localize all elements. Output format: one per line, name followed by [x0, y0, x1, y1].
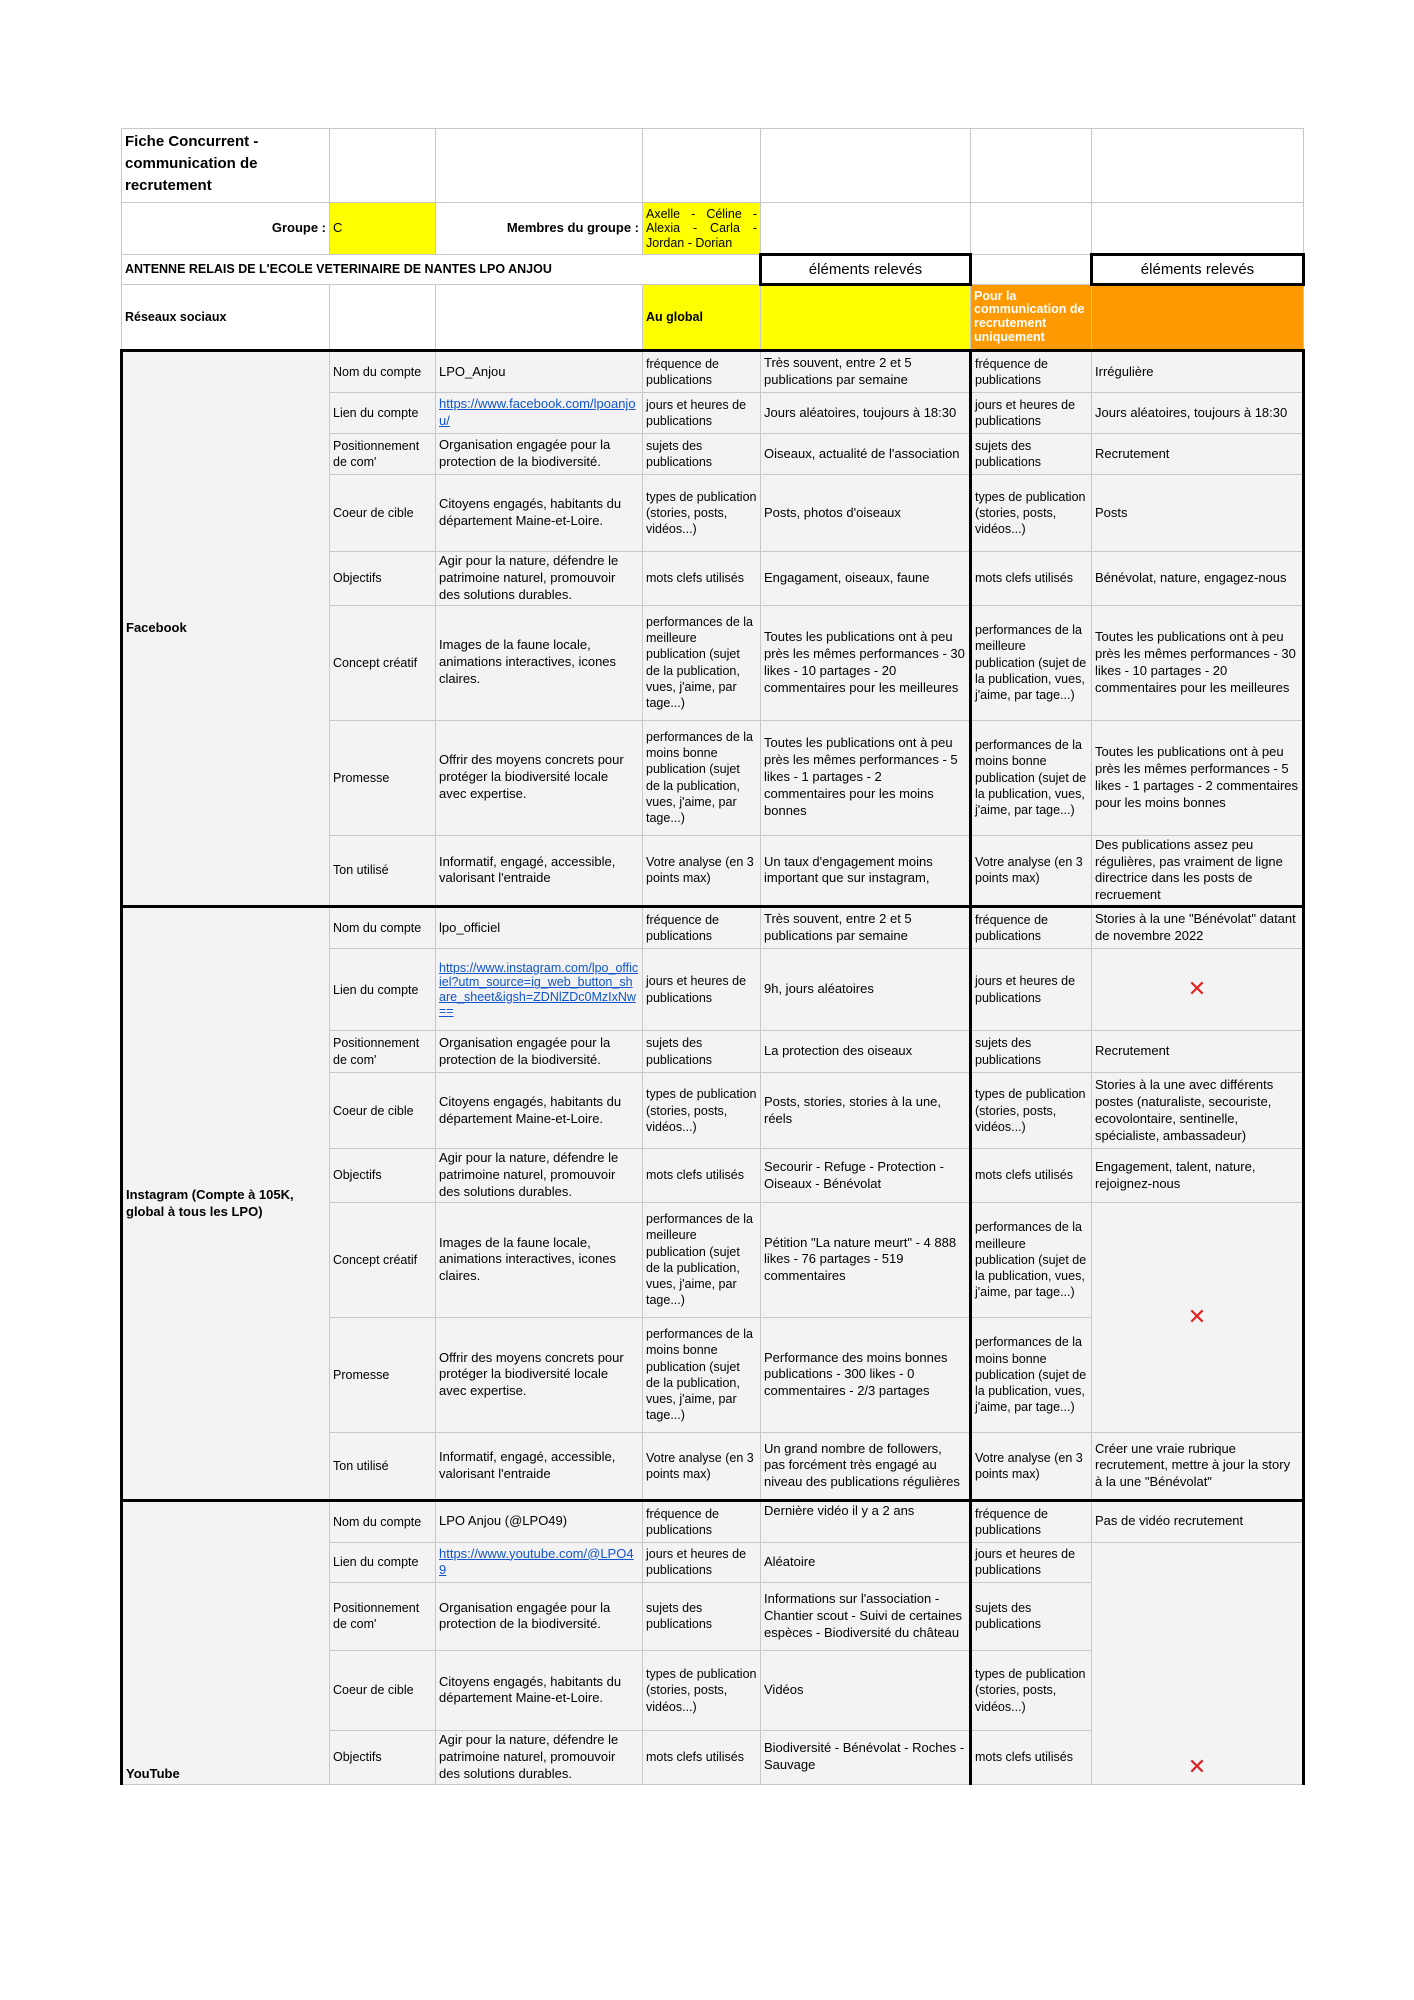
criterion: types de publication (stories, posts, vidéos...)	[971, 1650, 1092, 1730]
criterion: sujets des publications	[971, 1582, 1092, 1650]
criterion: sujets des publications	[643, 1582, 761, 1650]
recrutement-value: Toutes les publications ont à peu près les mêmes performances - 30 likes - 10 partages - 20 commentaires pour les meilleures	[1092, 605, 1304, 720]
account-link[interactable]	[436, 949, 643, 1031]
elements-releves-global: éléments relevés	[761, 255, 971, 285]
global-value: Engagament, oiseaux, faune	[761, 552, 971, 606]
criterion: mots clefs utilisés	[643, 552, 761, 606]
global-value: Un grand nombre de followers, pas forcément très engagé au niveau des publications régulières	[761, 1432, 971, 1500]
row-value: Agir pour la nature, défendre le patrimoine naturel, promouvoir des solutions durables.	[436, 1730, 643, 1784]
cross-mark-icon: ✕	[1092, 1542, 1304, 1784]
global-value: Très souvent, entre 2 et 5 publications par semaine	[761, 351, 971, 393]
row-label: Coeur de cible	[330, 1073, 436, 1149]
row-label: Concept créatif	[330, 605, 436, 720]
criterion: performances de la meilleure publication (sujet de la publication, vues, j'aime, par tage...)	[971, 605, 1092, 720]
row-value: Informatif, engagé, accessible, valorisant l'entraide	[436, 835, 643, 907]
spreadsheet	[120, 128, 1302, 1788]
row-label: Positionnement de com'	[330, 434, 436, 475]
criterion: mots clefs utilisés	[971, 1149, 1092, 1203]
row-label: Concept créatif	[330, 1202, 436, 1317]
global-value: Informations sur l'association - Chantier scout - Suivi de certaines espèces - Biodiversité du château	[761, 1582, 971, 1650]
criterion: performances de la meilleure publication (sujet de la publication, vues, j'aime, par tage...)	[643, 605, 761, 720]
criterion: jours et heures de publications	[971, 1542, 1092, 1582]
global-value: Oiseaux, actualité de l'association	[761, 434, 971, 475]
criterion: jours et heures de publications	[643, 1542, 761, 1582]
row-label: Objectifs	[330, 1149, 436, 1203]
recrutement-value: Des publications assez peu régulières, pas vraiment de ligne directrice dans les posts de recruement	[1092, 835, 1304, 907]
elements-releves-recrutement: éléments relevés	[1092, 255, 1304, 285]
row-value: LPO_Anjou	[436, 351, 643, 393]
competitor-sheet-table	[120, 128, 1305, 1785]
criterion: performances de la moins bonne publication (sujet de la publication, vues, j'aime, par tage...)	[643, 720, 761, 835]
global-value: Biodiversité - Bénévolat - Roches - Sauvage	[761, 1730, 971, 1784]
criterion: jours et heures de publications	[971, 949, 1092, 1031]
row-label: Promesse	[330, 720, 436, 835]
criterion: fréquence de publications	[643, 907, 761, 949]
recrutement-value: Toutes les publications ont à peu près les mêmes performances - 5 likes - 1 partages - 2 commentaires pour les moins bonnes	[1092, 720, 1304, 835]
criterion: jours et heures de publications	[643, 949, 761, 1031]
recrutement-value: Stories à la une avec différents postes (naturaliste, secouriste, ecovolontaire, sentinelle, spécialiste, ambassadeur)	[1092, 1073, 1304, 1149]
row-label: Coeur de cible	[330, 475, 436, 552]
youtube-link[interactable]: https://www.youtube.com/@LPO49	[439, 1545, 634, 1578]
row-label: Positionnement de com'	[330, 1031, 436, 1073]
criterion: types de publication (stories, posts, vidéos...)	[643, 1073, 761, 1149]
criterion: types de publication (stories, posts, vidéos...)	[643, 475, 761, 552]
recrutement-value: Pas de vidéo recrutement	[1092, 1500, 1304, 1542]
criterion: fréquence de publications	[643, 351, 761, 393]
criterion: fréquence de publications	[971, 351, 1092, 393]
criterion: jours et heures de publications	[971, 393, 1092, 434]
recrutement-value: Jours aléatoires, toujours à 18:30	[1092, 393, 1304, 434]
criterion: performances de la moins bonne publication (sujet de la publication, vues, j'aime, par tage...)	[971, 720, 1092, 835]
global-value: Toutes les publications ont à peu près les mêmes performances - 5 likes - 1 partages - 2 commentaires pour les moins bonnes	[761, 720, 971, 835]
cross-mark-icon: ✕	[1092, 949, 1304, 1031]
global-value: Posts, photos d'oiseaux	[761, 475, 971, 552]
network-instagram: Instagram (Compte à 105K, global à tous les LPO)	[122, 907, 330, 1501]
recrutement-value: Posts	[1092, 475, 1304, 552]
row-label: Lien du compte	[330, 1542, 436, 1582]
page-title: Fiche Concurrent - communication de recrutement	[122, 129, 330, 203]
row-label: Ton utilisé	[330, 1432, 436, 1500]
row-value: Offrir des moyens concrets pour protéger la biodiversité locale avec expertise.	[436, 1317, 643, 1432]
row-label: Promesse	[330, 1317, 436, 1432]
criterion: fréquence de publications	[971, 907, 1092, 949]
row-value: Organisation engagée pour la protection de la biodiversité.	[436, 434, 643, 475]
row-value: LPO Anjou (@LPO49)	[436, 1500, 643, 1542]
global-value: Un taux d'engagement moins important que sur instagram,	[761, 835, 971, 907]
facebook-link[interactable]: https://www.facebook.com/lpoanjou/	[439, 396, 636, 428]
group-value: C	[330, 203, 436, 255]
recrutement-value: Créer une vraie rubrique recrutement, mettre à jour la story à la une "Bénévolat"	[1092, 1432, 1304, 1500]
group-label: Groupe :	[122, 203, 330, 255]
global-value: Vidéos	[761, 1650, 971, 1730]
reseaux-sociaux-heading: Réseaux sociaux	[122, 285, 330, 351]
criterion: Votre analyse (en 3 points max)	[971, 835, 1092, 907]
members-label: Membres du groupe :	[436, 203, 643, 255]
row-value: Citoyens engagés, habitants du département Maine-et-Loire.	[436, 475, 643, 552]
recrutement-heading: Pour la communication de recrutement uniquement	[971, 285, 1092, 351]
row-value: Informatif, engagé, accessible, valorisant l'entraide	[436, 1432, 643, 1500]
row-value: lpo_officiel	[436, 907, 643, 949]
recrutement-value: Engagement, talent, nature, rejoignez-nous	[1092, 1149, 1304, 1203]
au-global-heading: Au global	[643, 285, 761, 351]
criterion: sujets des publications	[643, 434, 761, 475]
account-link[interactable]	[436, 393, 643, 434]
criterion: fréquence de publications	[971, 1500, 1092, 1542]
recrutement-value: Bénévolat, nature, engagez-nous	[1092, 552, 1304, 606]
row-value: Organisation engagée pour la protection de la biodiversité.	[436, 1582, 643, 1650]
row-label: Nom du compte	[330, 351, 436, 393]
recrutement-value: Recrutement	[1092, 1031, 1304, 1073]
criterion: performances de la moins bonne publication (sujet de la publication, vues, j'aime, par tage...)	[971, 1317, 1092, 1432]
account-link[interactable]	[436, 1542, 643, 1582]
network-youtube: YouTube	[122, 1500, 330, 1784]
row-value: Agir pour la nature, défendre le patrimoine naturel, promouvoir des solutions durables.	[436, 552, 643, 606]
members-value: Axelle - Céline - Alexia - Carla - Jordan - Dorian	[643, 203, 761, 255]
criterion: mots clefs utilisés	[643, 1149, 761, 1203]
criterion: sujets des publications	[971, 1031, 1092, 1073]
criterion: sujets des publications	[971, 434, 1092, 475]
row-label: Objectifs	[330, 552, 436, 606]
row-value: Images de la faune locale, animations interactives, icones claires.	[436, 1202, 643, 1317]
global-value: La protection des oiseaux	[761, 1031, 971, 1073]
global-value: Dernière vidéo il y a 2 ans	[761, 1500, 971, 1542]
company-name: ANTENNE RELAIS DE L'ECOLE VETERINAIRE DE NANTES LPO ANJOU	[122, 255, 761, 285]
row-label: Nom du compte	[330, 907, 436, 949]
cross-mark-icon: ✕	[1092, 1202, 1304, 1432]
row-value: Organisation engagée pour la protection de la biodiversité.	[436, 1031, 643, 1073]
row-label: Nom du compte	[330, 1500, 436, 1542]
criterion: types de publication (stories, posts, vidéos...)	[643, 1650, 761, 1730]
global-value: Performance des moins bonnes publications - 300 likes - 0 commentaires - 2/3 partages	[761, 1317, 971, 1432]
criterion: performances de la meilleure publication (sujet de la publication, vues, j'aime, par tage...)	[971, 1202, 1092, 1317]
row-label: Lien du compte	[330, 949, 436, 1031]
criterion: mots clefs utilisés	[971, 552, 1092, 606]
global-value: Secourir - Refuge - Protection - Oiseaux - Bénévolat	[761, 1149, 971, 1203]
row-value: Images de la faune locale, animations interactives, icones claires.	[436, 605, 643, 720]
criterion: jours et heures de publications	[643, 393, 761, 434]
global-value: 9h, jours aléatoires	[761, 949, 971, 1031]
criterion: fréquence de publications	[643, 1500, 761, 1542]
criterion: sujets des publications	[643, 1031, 761, 1073]
row-value: Agir pour la nature, défendre le patrimoine naturel, promouvoir des solutions durables.	[436, 1149, 643, 1203]
row-value: Offrir des moyens concrets pour protéger la biodiversité locale avec expertise.	[436, 720, 643, 835]
row-label: Positionnement de com'	[330, 1582, 436, 1650]
criterion: performances de la moins bonne publication (sujet de la publication, vues, j'aime, par tage...)	[643, 1317, 761, 1432]
criterion: Votre analyse (en 3 points max)	[643, 1432, 761, 1500]
global-value: Jours aléatoires, toujours à 18:30	[761, 393, 971, 434]
global-value: Très souvent, entre 2 et 5 publications par semaine	[761, 907, 971, 949]
row-label: Objectifs	[330, 1730, 436, 1784]
global-value: Toutes les publications ont à peu près les mêmes performances - 30 likes - 10 partages - 20 commentaires pour les meilleures	[761, 605, 971, 720]
row-label: Lien du compte	[330, 393, 436, 434]
criterion: types de publication (stories, posts, vidéos...)	[971, 1073, 1092, 1149]
recrutement-value: Recrutement	[1092, 434, 1304, 475]
row-value: Citoyens engagés, habitants du département Maine-et-Loire.	[436, 1073, 643, 1149]
global-value: Pétition "La nature meurt" - 4 888 likes - 76 partages - 519 commentaires	[761, 1202, 971, 1317]
row-label: Coeur de cible	[330, 1650, 436, 1730]
global-value: Aléatoire	[761, 1542, 971, 1582]
criterion: Votre analyse (en 3 points max)	[971, 1432, 1092, 1500]
global-value: Posts, stories, stories à la une, réels	[761, 1073, 971, 1149]
criterion: types de publication (stories, posts, vidéos...)	[971, 475, 1092, 552]
criterion: Votre analyse (en 3 points max)	[643, 835, 761, 907]
criterion: performances de la meilleure publication (sujet de la publication, vues, j'aime, par tage...)	[643, 1202, 761, 1317]
criterion: mots clefs utilisés	[971, 1730, 1092, 1784]
instagram-link[interactable]: https://www.instagram.com/lpo_officiel?utm_source=ig_web_button_share_sheet&igsh=ZDNlZDc0MzIxNw==	[439, 960, 639, 1019]
row-value: Citoyens engagés, habitants du département Maine-et-Loire.	[436, 1650, 643, 1730]
recrutement-value: Irrégulière	[1092, 351, 1304, 393]
recrutement-value: Stories à la une "Bénévolat" datant de novembre 2022	[1092, 907, 1304, 949]
criterion: mots clefs utilisés	[643, 1730, 761, 1784]
row-label: Ton utilisé	[330, 835, 436, 907]
network-facebook: Facebook	[122, 351, 330, 907]
